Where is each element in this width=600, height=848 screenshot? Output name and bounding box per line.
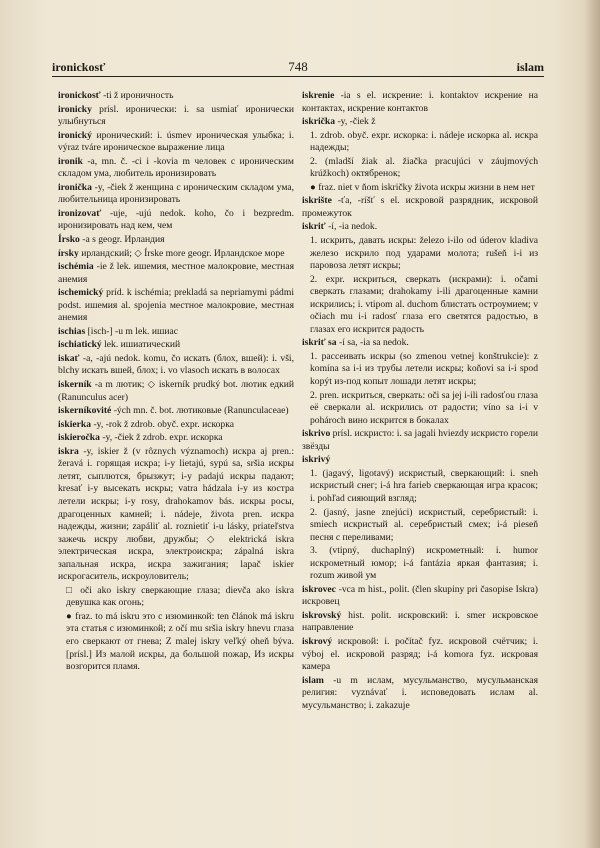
entry-headword: ironicky: [58, 103, 92, 115]
entry-definition: -a, mn. č. -ci i -kovia m человек с ироническим складом ума, любитель иронизировать: [58, 155, 294, 180]
dictionary-entry: [58, 248, 294, 261]
entry-definition: ● frаz. to má iskru это с изюминкой: ten článok má iskru эта статья с изюминкой; z očí mu sršia iskry hnevu глаза его сверкают от гнева; Z malej iskry veľký oheň býva. [prísl.] Из малой искры, да большой пожар, Из искры возгорится пламя.: [66, 610, 294, 673]
entry-definition: 1. zdrob. obyč. expr. искорка: i. nádeje искорка al. искра надежды;: [310, 129, 538, 154]
dictionary-entry: [58, 287, 294, 325]
entry-headword: ironička: [58, 181, 92, 193]
dictionary-entry: [302, 675, 538, 713]
entry-definition: 2. expr. искриться, сверкать (искрами): i. očami сверкать глазами; drahokamy i-ili драгоценные камни искрились; i. vtipom al. duchom блистать остроумием; v očiach mu i-i radosť глаза его светятся радостью, в глазах его искрится радость: [310, 273, 538, 335]
right-guide-word: islam: [516, 60, 544, 74]
entry-headword: iskrový: [302, 635, 333, 647]
entry-definition: -ie ž lek. ишемия, местное малокровие, местная анемия: [58, 261, 294, 285]
dictionary-entry: [302, 182, 538, 195]
dictionary-entry: [58, 182, 294, 207]
entry-definition: -í sa, -ia sa nedok.: [339, 337, 409, 349]
dictionary-entry: [58, 446, 294, 584]
entry-definition: -y, -čiek ž: [337, 116, 376, 128]
entry-headword: iskrička: [302, 116, 336, 128]
dictionary-entry: [302, 610, 538, 635]
left-column: [58, 90, 294, 675]
entry-definition: □ oči ako iskry сверкающие глаза; dievča ako iskra девушка как огонь;: [66, 584, 294, 609]
entry-definition: prísl. иронически: i. sa usmiať иронически улыбнуться: [58, 103, 294, 128]
dictionary-entry: [58, 432, 294, 445]
entry-headword: iskra: [58, 445, 79, 457]
entry-headword: iskrovec: [302, 583, 336, 595]
entry-headword: írsky: [58, 247, 79, 259]
dictionary-entry: [58, 208, 294, 233]
page-gutter-shadow: [584, 0, 600, 848]
dictionary-entry: [58, 405, 294, 418]
entry-headword: ironickosť: [58, 90, 101, 101]
entry-definition: -y, -rok ž zdrob. obyč. expr. искорка: [93, 418, 235, 430]
entry-definition: -ia s el. искрение: i. kontaktov искрение на контактах, искрение контактов: [302, 90, 538, 114]
page-header: [52, 54, 544, 77]
entry-definition: [isch-] -u m lek. ишиас: [87, 325, 178, 337]
entry-headword: ironizovať: [58, 207, 102, 219]
dictionary-entry: [58, 261, 294, 286]
entry-headword: islam: [302, 674, 324, 686]
entry-definition: 2. pren. искриться, сверкать: oči sa jej i-ili radosťou глаза её сверкали al. искрились от радости; víno sa i-i v pohároch вино искрится в бокалах: [310, 389, 538, 426]
entry-definition: -y, -čiek ž zdrob. expr. искорка: [102, 432, 223, 444]
entry-headword: iskrenie: [302, 90, 335, 101]
dictionary-entry: [302, 90, 538, 115]
entry-definition: hist. polit. искровский: i. smer искровское направление: [302, 609, 538, 634]
entry-headword: iskerník: [58, 379, 92, 391]
dictionary-entry: [302, 545, 538, 583]
entry-definition: prísl. искристо: i. sa jagali hviezdy искристо горели звёзды: [302, 428, 538, 452]
entry-headword: iskieročka: [58, 432, 100, 444]
entry-definition: -í, -ia nedok.: [328, 221, 378, 233]
entry-headword: iskrište: [302, 195, 332, 207]
entry-definition: 3. (vtipný, duchaplný) искрометный: i. humor искрометный юмор; i-á fantázia яркая фантазия; i. rozum живой ум: [310, 545, 538, 582]
entry-headword: iskrivo: [302, 428, 331, 440]
entry-headword: iskierka: [58, 418, 92, 430]
dictionary-entry: [58, 104, 294, 129]
dictionary-entry: [302, 274, 538, 337]
dictionary-entry: [58, 326, 294, 339]
entry-definition: искровой: i. počítač fyz. искровой счётчик; i. výboj el. искровой разряд; i-á komora fyz. искровая камера: [302, 635, 538, 673]
dictionary-entry: [58, 130, 294, 155]
dictionary-entry: [302, 454, 538, 467]
entry-definition: -u m ислам, мусульманство, мусульманская религия: vyznávať i. исповедовать ислам al. мусульманство; i. zakazuje: [302, 674, 538, 711]
entry-definition: lek. ишиатический: [104, 339, 181, 351]
entry-headword: Írsko: [58, 234, 80, 246]
dictionary-entry: [302, 468, 538, 506]
entry-headword: iskrivý: [302, 454, 331, 466]
dictionary-entry: [302, 351, 538, 389]
entry-headword: iskrovský: [302, 609, 342, 621]
dictionary-entry: [302, 390, 538, 428]
dictionary-entry: [58, 353, 294, 378]
entry-definition: príd. k ischémia; prekladá sa nepriamymi pádmi podst. ишемия al. spojenia местное малокровие, местная анемия: [58, 287, 294, 324]
dictionary-entry: [58, 90, 294, 103]
entry-definition: 1. рассеивать искры (so zmenou vetnej konštrukcie): z komína sa i-i из трубы летели искры; koňovi sa i-i spod kopýt из-под копыт лошади летят искры;: [310, 350, 538, 388]
entry-headword: iskerníkovité: [58, 405, 112, 417]
entry-definition: -vca m hist., polit. (člen skupiny pri časopise Iskra) искровец: [302, 583, 538, 608]
entry-headword: iskať: [58, 352, 80, 364]
dictionary-entry: [58, 379, 294, 404]
dictionary-entry: [302, 337, 538, 350]
dictionary-entry: [302, 507, 538, 545]
entry-definition: 2. (jasný, jasne znejúci) искристый, серебристый: i. smiech искристый al. серебристый смех; i-á pieseň песня с переливами;: [310, 506, 538, 543]
entry-definition: ● frаz. niet v ňom iskričky života искры жизни в нем нет: [310, 181, 535, 193]
entry-definition: -ých mn. č. bot. лютиковые (Ranunculaceae): [113, 405, 289, 417]
entry-headword: ischémia: [58, 261, 94, 273]
dictionary-entry: [58, 611, 294, 674]
dictionary-entry: [302, 221, 538, 234]
dictionary-entry: [302, 116, 538, 129]
page-number: 748: [288, 59, 308, 74]
entry-definition: иронический: i. úsmev ироническая улыбка; i. výraz tváre ироническое выражение лица: [58, 129, 294, 154]
dictionary-entry: [302, 130, 538, 155]
entry-headword: iskriť: [302, 221, 326, 233]
entry-definition: ирландский; ◇ Írske more geogr. Ирландское море: [81, 247, 285, 259]
left-guide-word: ironickosť: [52, 60, 106, 74]
entry-headword: ironik: [58, 155, 83, 167]
entry-definition: -a s geogr. Ирландия: [82, 234, 165, 246]
dictionary-entry: [302, 195, 538, 220]
dictionary-entry: [58, 156, 294, 181]
entry-definition: -y, iskier ž (v rôznych významoch) искра aj pren.: žeravá i. горящая искра; i-y lietajú, sypú sa, sršia искры летят, сыплются, брызжут; i-y padajú искры падают; kresať i-y высекать искры; vatra hádzala i-y из костра летели искры; i-y rosy, drahokamov bás. искры росы, драгоценных камней; i. nádeje, života pren. искра надежды, жизни; zapáliť al. roznietiť i-u lásky, priateľstva зажечь искру любви, дружбы; ◇ elektrická iskra электрическая искра, электроискра; zápalná iskra запальная искра, искра зажигания; lapač iskier искрогаситель, искроуловитель;: [58, 445, 294, 583]
entry-headword: iskriť sa: [302, 337, 337, 349]
dictionary-entry: [302, 235, 538, 273]
entry-definition: -uje, -ujú nedok. koho, čo i bezpredm. иронизировать над кем, чем: [58, 207, 294, 232]
entry-definition: 2. (mladší žiak al. žiačka pracujúci v záujmových krúžkoch) октябренок;: [310, 155, 538, 180]
entry-definition: -y, -čiek ž женщина с ироническим складом ума, любительница иронизировать: [58, 181, 294, 206]
dictionary-entry: [58, 234, 294, 247]
right-column: [302, 90, 538, 713]
dictionary-entry: [58, 419, 294, 432]
entry-headword: ischiatický: [58, 339, 102, 351]
entry-headword: ischemický: [58, 287, 104, 299]
dictionary-entry: [58, 585, 294, 610]
entry-definition: 1. искрить, давать искры: železo i-ilo od úderov kladiva железо искрило под ударами молота; rušeň i-i из паровоза летят искры;: [310, 235, 538, 272]
entry-headword: ischias: [58, 325, 86, 337]
entry-definition: -a m лютик; ◇ iskerník prudký bot. лютик едкий (Ranunculus acer): [58, 379, 294, 403]
entry-definition: 1. (jagavý, ligotavý) искристый, сверкающий: i. sneh искристый снег; i-á hra farieb сверкающая игра красок; i. pohľad сияющий взгляд;: [310, 467, 538, 504]
entry-headword: ironický: [58, 129, 92, 141]
dictionary-entry: [302, 636, 538, 674]
dictionary-entry: [58, 339, 294, 352]
dictionary-entry: [302, 584, 538, 609]
dictionary-entry: [302, 428, 538, 453]
entry-definition: -a, -ajú nedok. komu, čo искать (блох, вшей): i. vši, blchy искать вшей, блох; i. vo vlasoch искать в волосах: [58, 352, 294, 377]
entry-definition: -ťa, -ríšť s el. искровой разрядник, искровой промежуток: [302, 195, 538, 219]
dictionary-entry: [302, 156, 538, 181]
entry-definition: -ti ž ироничность: [103, 90, 174, 101]
